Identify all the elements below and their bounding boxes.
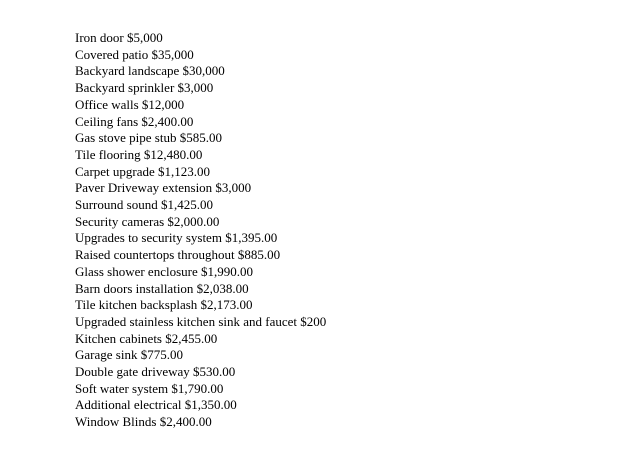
list-item: Ceiling fans $2,400.00 [75,113,194,129]
list-item: Window Blinds $2,400.00 [75,414,212,430]
list-item: Carpet upgrade $1,123.00 [75,163,211,179]
list-item: Office walls $12,000 [75,96,185,112]
list-item: Garage sink $775.00 [75,347,183,363]
list-item: Barn doors installation $2,038.00 [75,280,249,296]
list-item: Surround sound $1,425.00 [75,197,213,213]
list-item: Backyard sprinkler $3,000 [75,80,214,96]
list-item: Soft water system $1,790.00 [75,380,224,396]
list-item: Covered patio $35,000 [75,46,194,62]
list-item: Double gate driveway $530.00 [75,364,236,380]
list-item: Raised countertops throughout $885.00 [75,247,281,263]
list-item: Tile kitchen backsplash $2,173.00 [75,297,253,313]
list-item: Tile flooring $12,480.00 [75,146,203,162]
list-item: Backyard landscape $30,000 [75,63,225,79]
list-item: Security cameras $2,000.00 [75,213,220,229]
upgrade-cost-list [75,30,326,431]
list-item: Upgrades to security system $1,395.00 [75,230,278,246]
list-item: Upgraded stainless kitchen sink and faucet $200 [75,313,327,329]
list-item: Gas stove pipe stub $585.00 [75,130,222,146]
list-item: Iron door $5,000 [75,30,163,45]
list-item: Kitchen cabinets $2,455.00 [75,330,218,346]
list-item: Paver Driveway extension $3,000 [75,180,252,196]
list-item: Additional electrical $1,350.00 [75,397,237,413]
list-item: Glass shower enclosure $1,990.00 [75,263,253,279]
